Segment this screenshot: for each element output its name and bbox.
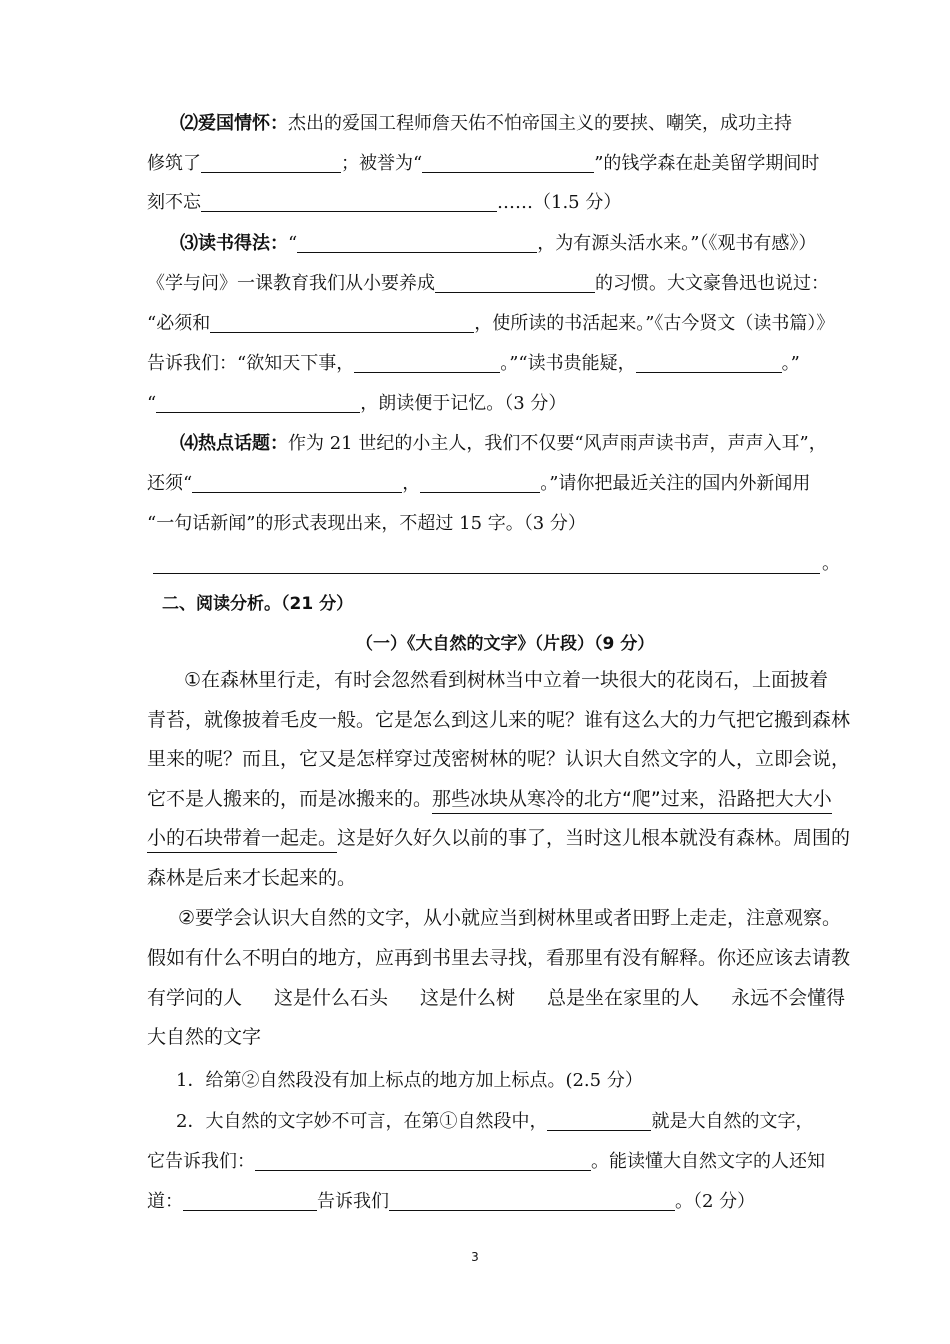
q4-text: 还须“ (147, 473, 193, 494)
answer-blank[interactable] (547, 1110, 651, 1131)
page-number: 3 (471, 1250, 479, 1264)
q4-line-2 (147, 472, 810, 496)
question-text: 道： (147, 1191, 183, 1212)
answer-blank[interactable] (420, 472, 540, 493)
q2-text: ……（1.5 分） (497, 192, 622, 213)
question-2-line-3 (147, 1190, 755, 1214)
q4-text: 。 (822, 553, 840, 574)
q3-text: 告诉我们：“欲知天下事， (147, 353, 355, 374)
answer-blank[interactable] (389, 1190, 675, 1211)
passage-line: 假如有什么不明白的地方，应再到书里去寻找，看那里有没有解释。你还应该去请教 (147, 947, 851, 969)
answer-blank[interactable] (183, 1190, 317, 1211)
answer-blank[interactable] (255, 1150, 591, 1171)
q2-line-3 (147, 191, 621, 215)
q2-label: ⑵爱国情怀： (180, 113, 288, 134)
q3-text: “ (288, 233, 298, 254)
q2-text: 修筑了 (147, 153, 201, 174)
q4-text: “一句话新闻”的形式表现出来，不超过 15 字。（3 分） (147, 513, 586, 534)
q2-text: 杰出的爱国工程师詹天佑不怕帝国主义的要挟、嘲笑，成功主持 (288, 113, 792, 134)
q3-line-1 (180, 232, 816, 256)
question-1: 1．给第②自然段没有加上标点的地方加上标点。(2.5 分） (176, 1070, 643, 1091)
underlined-sentence: 那些冰块从寒冷的北方“爬”过来，沿路把大大小 (432, 788, 832, 814)
q3-text: “ (147, 393, 157, 414)
q3-text: “必须和 (147, 313, 211, 334)
q4-line-1 (180, 432, 827, 456)
q4-text: ， (402, 473, 421, 494)
q3-text: 。” (781, 353, 800, 374)
q3-text: 《学与问》一课教育我们从小要养成 (147, 273, 435, 294)
question-text: 它告诉我们： (147, 1151, 255, 1172)
answer-blank[interactable] (201, 191, 497, 212)
q3-text: 。”“读书贵能疑， (500, 353, 636, 374)
q2-text: ；被誉为“ (341, 153, 423, 174)
answer-blank[interactable] (354, 352, 500, 373)
passage-line: 里来的呢？而且，它又是怎样穿过茂密树林的呢？认识大自然文字的人，立即会说， (147, 748, 851, 770)
answer-blank[interactable] (297, 232, 537, 253)
answer-blank[interactable] (192, 472, 402, 493)
answer-blank[interactable] (636, 352, 782, 373)
q3-text: ，朗读便于记忆。（3 分） (360, 393, 567, 414)
answer-blank[interactable] (210, 312, 474, 333)
answer-blank[interactable] (156, 392, 360, 413)
question-text: 。能读懂大自然文字的人还知 (591, 1151, 825, 1172)
passage-line: ①在森林里行走，有时会忽然看到树林当中立着一块很大的花岗石，上面披着 (184, 669, 829, 691)
passage-line: 大自然的文字 (147, 1026, 262, 1048)
passage-text: 有学问的人 (147, 987, 243, 1009)
q4-label: ⑷热点话题： (180, 433, 288, 454)
q4-text: 。”请你把最近关注的国内外新闻用 (540, 473, 811, 494)
answer-line[interactable] (153, 573, 820, 574)
q3-line-5 (147, 392, 566, 416)
question-text: 就是大自然的文字， (651, 1111, 814, 1132)
passage-text: 总是坐在家里的人 (547, 987, 700, 1009)
q3-text: 的习惯。大文豪鲁迅也说过： (595, 273, 829, 294)
passage-text: 永远不会懂得 (731, 987, 846, 1009)
passage-text: 这是好久好久以前的事了，当时这儿根本就没有森林。周围的 (337, 827, 851, 849)
q3-label: ⑶读书得法： (180, 233, 288, 254)
passage-text: 这是什么树 (420, 987, 516, 1009)
q3-line-2 (147, 272, 829, 296)
passage-line: 青苔，就像披着毛皮一般。它是怎么到这儿来的呢？谁有这么大的力气把它搬到森林 (147, 709, 851, 731)
section-heading: 二、阅读分析。（21 分） (162, 594, 354, 614)
passage-line: 森林是后来才长起来的。 (147, 867, 357, 889)
passage-line-unpunctuated (147, 986, 845, 1010)
answer-blank[interactable] (435, 272, 595, 293)
question-text: 。（2 分） (675, 1191, 756, 1212)
question-text: 告诉我们 (317, 1191, 389, 1212)
q2-text: ”的钱学森在赴美留学期间时 (594, 153, 820, 174)
q4-text: 作为 21 世纪的小主人，我们不仅要“风声雨声读书声，声声入耳”， (288, 433, 827, 454)
question-text: 2．大自然的文字妙不可言，在第①自然段中， (176, 1111, 548, 1132)
q4-line-3 (147, 512, 586, 536)
q3-line-3 (147, 312, 834, 336)
passage-title: （一）《大自然的文字》（片段）（9 分） (356, 634, 655, 654)
passage-line (147, 787, 832, 811)
question-2-line-2 (147, 1150, 825, 1174)
q4-line-4 (822, 552, 840, 576)
answer-blank[interactable] (201, 152, 341, 173)
q3-text: ，为有源头活水来。”（《观书有感》） (537, 233, 817, 254)
passage-text: 这是什么石头 (274, 987, 389, 1009)
q2-line-2 (147, 152, 819, 176)
passage-line (147, 826, 850, 850)
answer-blank[interactable] (422, 152, 594, 173)
q3-text: ，使所读的书活起来。”《古今贤文（读书篇）》 (474, 313, 835, 334)
q2-line-1 (180, 112, 792, 136)
q2-text: 刻不忘 (147, 192, 201, 213)
q3-line-4 (147, 352, 800, 376)
question-2-line-1 (176, 1110, 813, 1134)
passage-text: 它不是人搬来的，而是冰搬来的。 (147, 788, 433, 810)
passage-line: ②要学会认识大自然的文字，从小就应当到树林里或者田野上走走，注意观察。 (178, 907, 842, 929)
underlined-sentence: 小的石块带着一起走。 (147, 827, 337, 853)
